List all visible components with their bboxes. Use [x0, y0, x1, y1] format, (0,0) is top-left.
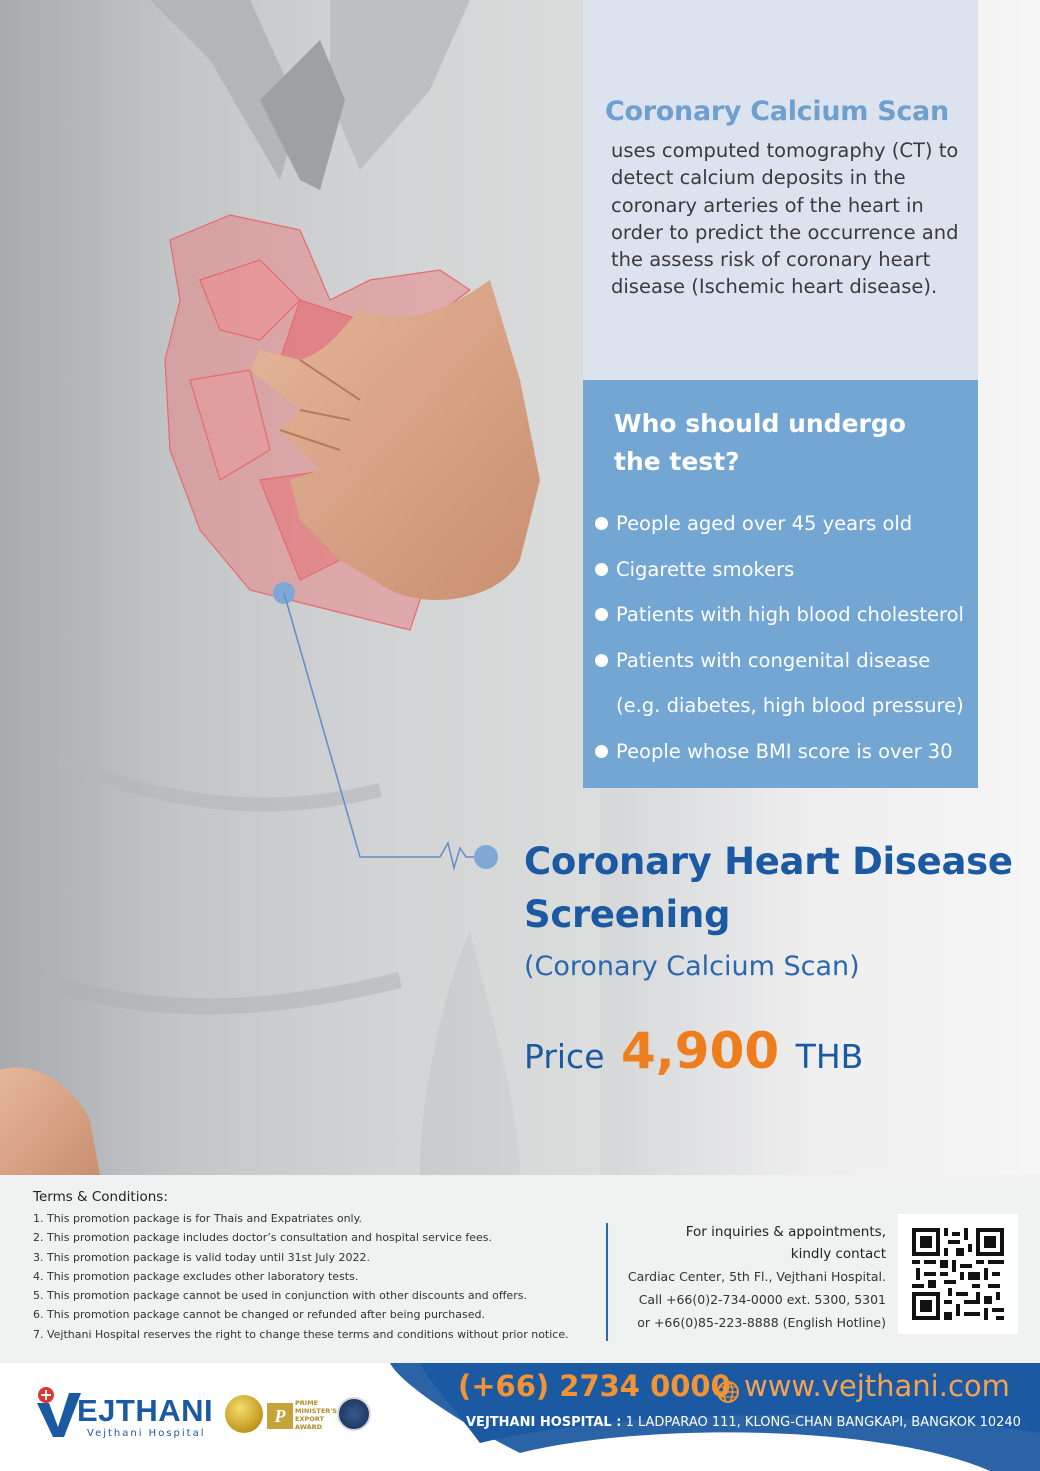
- price-label: Price: [524, 1037, 605, 1076]
- headline-title: Coronary Heart Disease Screening: [524, 840, 1013, 936]
- list-item: 3. This promotion package is valid today until 31st July 2022.: [33, 1250, 370, 1264]
- award-logo: P: [267, 1403, 293, 1429]
- bullet-icon: [595, 654, 608, 667]
- contact-line: Cardiac Center, 5th Fl., Vejthani Hospital.: [627, 1269, 886, 1284]
- vejthani-logo-icon: [33, 1381, 83, 1441]
- list-item: 7. Vejthani Hospital reserves the right to change these terms and conditions without prior notice.: [33, 1327, 569, 1341]
- globe-icon: [716, 1380, 740, 1404]
- who-list: [595, 501, 964, 774]
- brand-subtitle: Vejthani Hospital: [87, 1428, 206, 1439]
- qr-code-icon: [912, 1228, 1004, 1320]
- contact-hotline[interactable]: or +66(0)85-223-8888 (English Hotline): [637, 1315, 886, 1330]
- address-text: 1 LADPARAO 111, KLONG-CHAN BANGKAPI, BANGKOK 10240: [625, 1415, 1021, 1430]
- list-item: Patients with high blood cholesterol: [595, 592, 964, 638]
- info-description: uses computed tomography (CT) to detect calcium deposits in the coronary arteries of the heart in order to predict the occurrence and the assess risk of coronary heart disease (Ischemic heart disease).: [611, 139, 959, 299]
- terms-list: [33, 1209, 593, 1344]
- bullet-icon: [595, 517, 608, 530]
- award-medal-icon: [225, 1395, 263, 1433]
- list-item: People whose BMI score is over 30: [595, 729, 964, 775]
- terms: [33, 1189, 593, 1344]
- footer-address: [466, 1415, 1021, 1430]
- list-item: 1. This promotion package is for Thais and Expatriates only.: [33, 1212, 363, 1225]
- brand-name: EJTHANI: [77, 1393, 214, 1428]
- terms-section: [0, 1175, 1040, 1363]
- list-item: Cigarette smokers: [595, 547, 964, 593]
- list-item: People aged over 45 years old: [595, 501, 964, 547]
- list-item: 6. This promotion package cannot be changed or refunded after being purchased.: [33, 1308, 485, 1322]
- contact-line: kindly contact: [790, 1246, 886, 1262]
- divider: [606, 1223, 608, 1341]
- footer-phone[interactable]: (+66) 2734 0000: [458, 1369, 731, 1403]
- contact-line: For inquiries & appointments,: [685, 1224, 886, 1240]
- bullet-icon: [595, 563, 608, 576]
- headline: [524, 835, 1024, 1080]
- bullet-icon: [595, 745, 608, 758]
- website-link[interactable]: www.vejthani.com: [744, 1369, 1010, 1403]
- list-item: 5. This promotion package cannot be used in conjunction with other discounts and offers.: [33, 1289, 527, 1303]
- address-label: VEJTHANI HOSPITAL :: [466, 1415, 622, 1430]
- list-item: Patients with congenital disease: [595, 638, 964, 684]
- headline-subtitle: (Coronary Calcium Scan): [524, 951, 860, 982]
- contact-info: [612, 1221, 886, 1334]
- contact-phone[interactable]: Call +66(0)2-734-0000 ext. 5300, 5301: [638, 1292, 886, 1307]
- qr-code[interactable]: [898, 1214, 1018, 1334]
- price-currency: THB: [795, 1037, 864, 1076]
- footer: [0, 1363, 1040, 1471]
- price: [524, 1022, 1024, 1080]
- award-seal-icon: [337, 1397, 371, 1431]
- info-panel: [583, 0, 978, 380]
- award-text: PRIME MINISTER'S EXPORT AWARD: [295, 1399, 337, 1431]
- info-title: Coronary Calcium Scan: [605, 96, 949, 127]
- price-amount: 4,900: [621, 1022, 780, 1080]
- who-panel: [583, 380, 978, 788]
- terms-title: Terms & Conditions:: [33, 1189, 168, 1205]
- who-title: Who should undergo the test?: [614, 409, 906, 476]
- logo[interactable]: [33, 1381, 373, 1451]
- list-item: 4. This promotion package excludes other laboratory tests.: [33, 1269, 359, 1283]
- bullet-icon: [595, 608, 608, 621]
- list-item: (e.g. diabetes, high blood pressure): [616, 694, 964, 717]
- list-item: 2. This promotion package includes doctor’s consultation and hospital service fees.: [33, 1231, 492, 1245]
